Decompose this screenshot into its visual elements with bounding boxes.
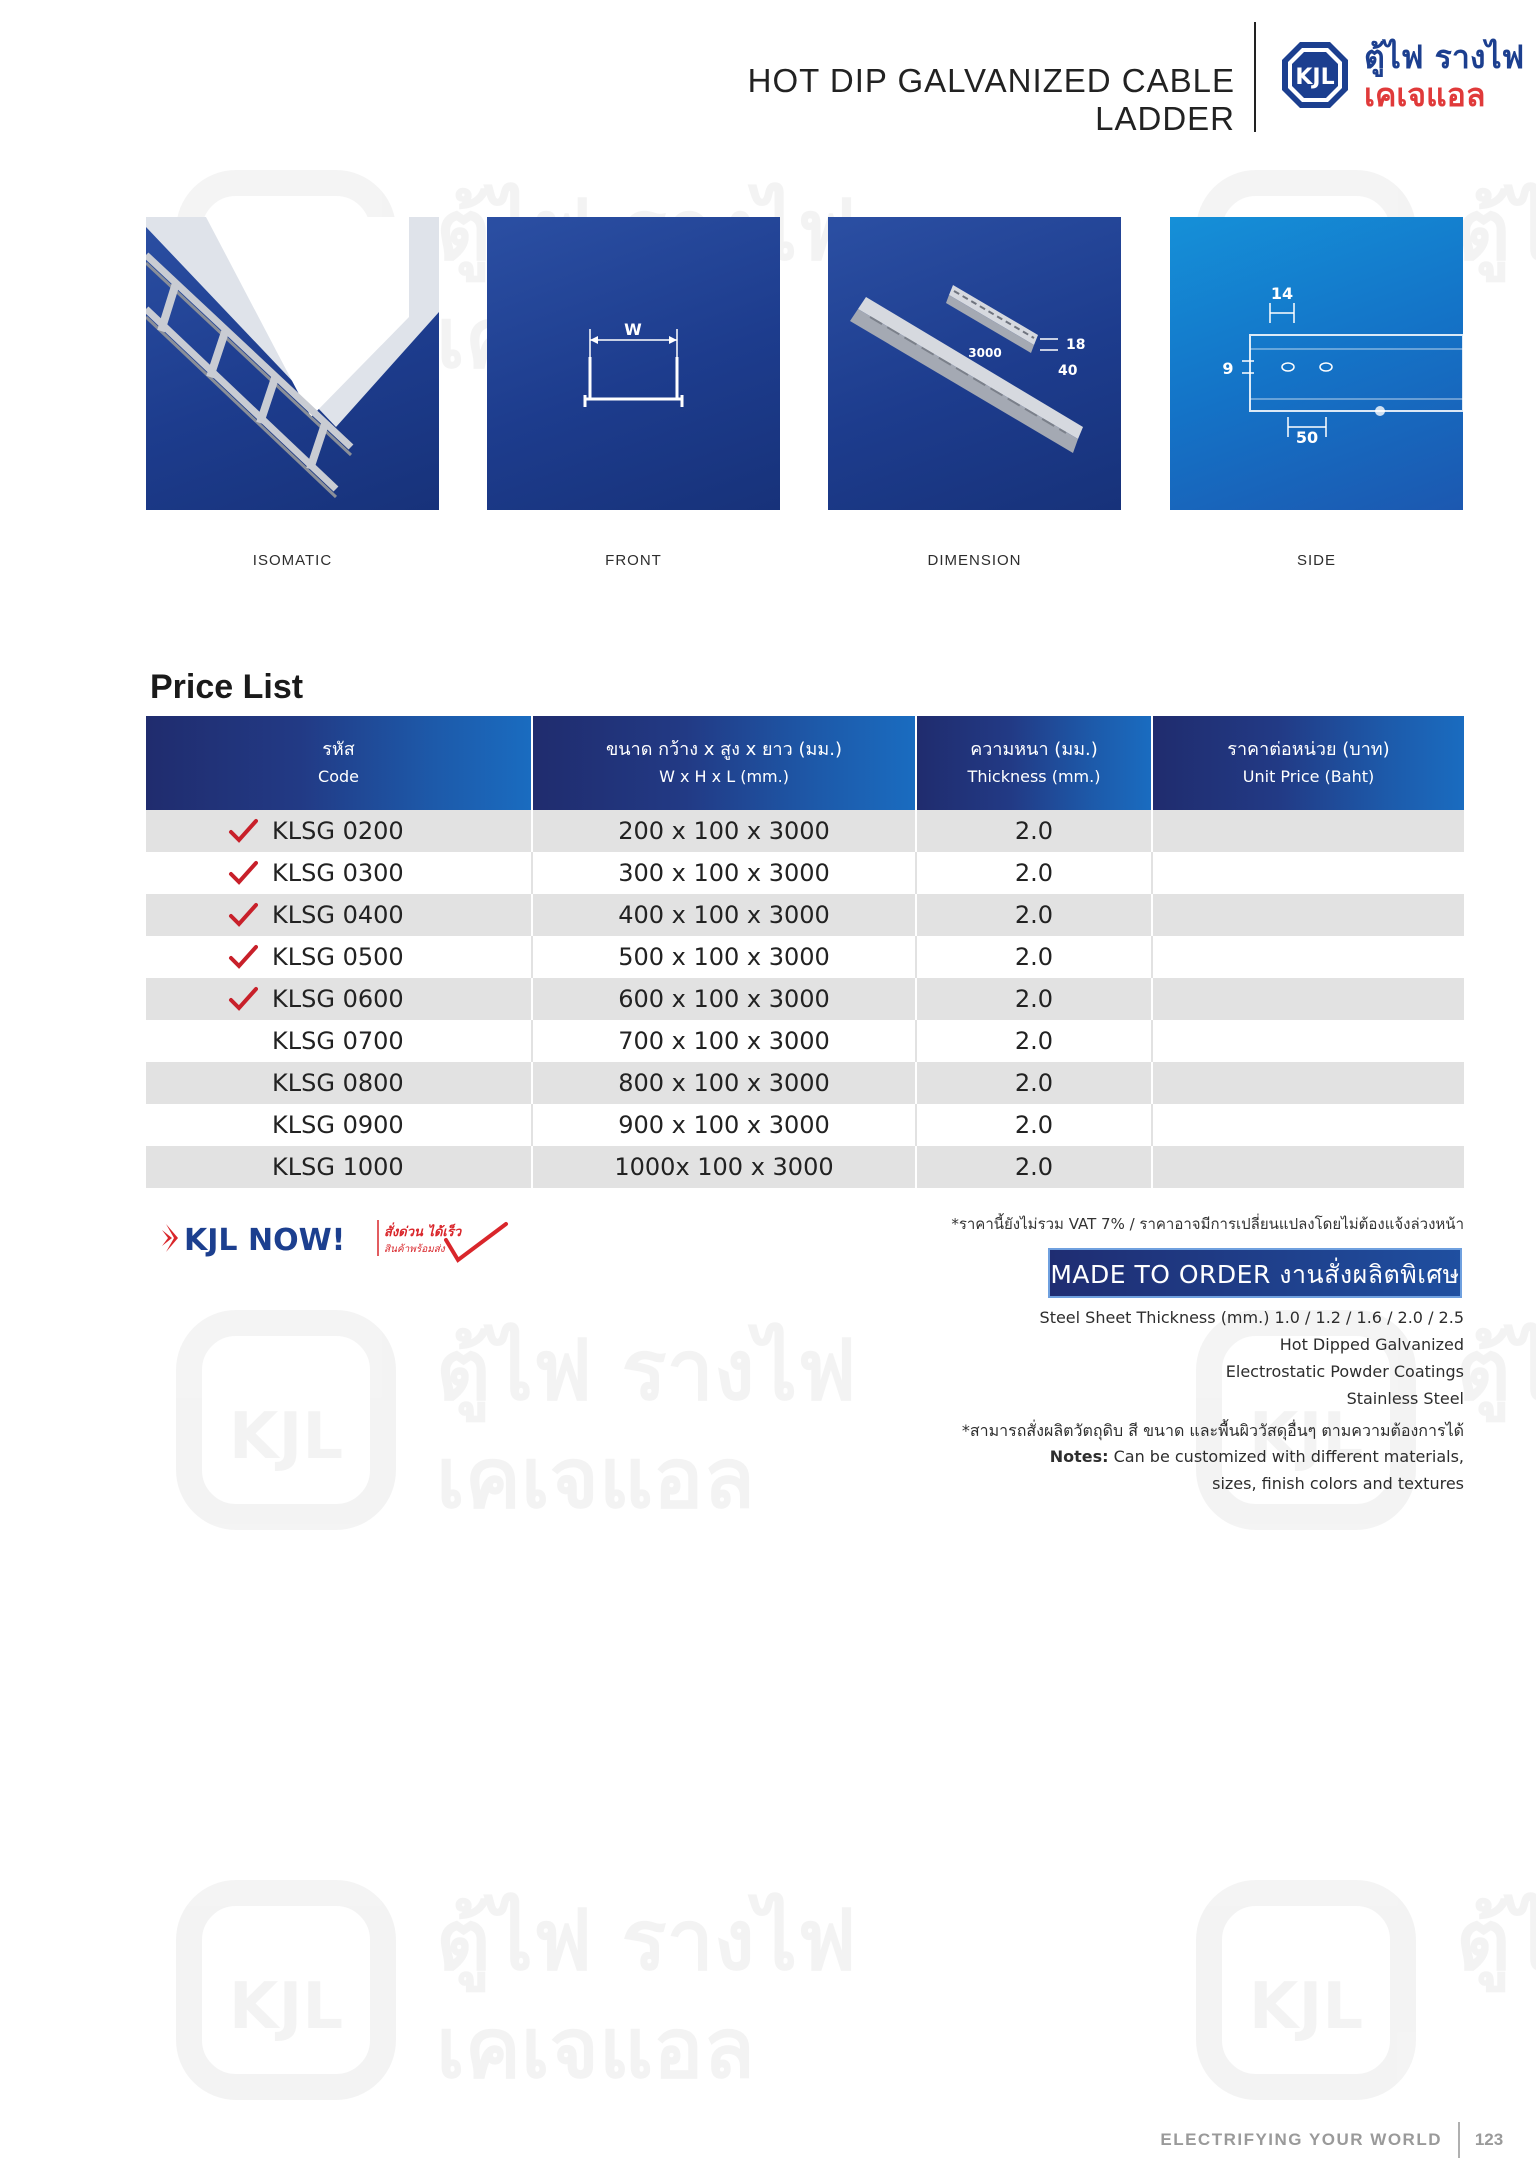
code-cell: [146, 810, 532, 852]
product-code: KLSG 0200: [272, 817, 404, 845]
product-code: KLSG 0800: [272, 1069, 404, 1097]
price-list-heading: Price List: [150, 668, 304, 706]
kjl-now-brand: KJL NOW!: [184, 1223, 346, 1258]
table-row: [146, 1062, 1464, 1104]
side-view-image: [1170, 217, 1463, 510]
check-mark-icon: [228, 818, 258, 844]
side-profile-diagram: [1170, 217, 1463, 510]
table-row: [146, 894, 1464, 936]
product-code: KLSG 0500: [272, 943, 404, 971]
side-pitch-label: 50: [1295, 428, 1319, 447]
table-row: [146, 852, 1464, 894]
table-row: [146, 978, 1464, 1020]
notes-text: Can be customized with different materials,: [1108, 1447, 1464, 1466]
price-cell: [1152, 1020, 1464, 1062]
side-hole-label: 9: [1222, 359, 1234, 378]
size-cell: 200 x 100 x 3000: [532, 810, 916, 852]
thickness-cell: 2.0: [916, 1146, 1152, 1188]
price-cell: [1152, 894, 1464, 936]
table-row: [146, 1146, 1464, 1188]
size-cell: 600 x 100 x 3000: [532, 978, 916, 1020]
thickness-cell: 2.0: [916, 1020, 1152, 1062]
notes-label: Notes:: [1049, 1447, 1109, 1466]
footer-divider: [1458, 2122, 1460, 2158]
finish-option: Hot Dipped Galvanized: [1279, 1335, 1464, 1354]
front-profile-diagram: [487, 217, 780, 510]
code-cell: [146, 978, 532, 1020]
column-header-th: ความหนา (มม.): [970, 739, 1098, 760]
column-header-th: ขนาด กว้าง x สูง x ยาว (มม.): [606, 739, 842, 760]
column-header-en: W x H x L (mm.): [659, 767, 789, 786]
price-cell: [1152, 1146, 1464, 1188]
front-view-image: [487, 217, 780, 510]
dimension-view-image: [828, 217, 1121, 510]
table-row: [146, 1104, 1464, 1146]
view-label-dimension: DIMENSION: [927, 552, 1022, 569]
dimension-diagram: [828, 217, 1121, 510]
column-header-size: [532, 716, 916, 810]
side-offset-label: 14: [1270, 284, 1294, 303]
product-code: KLSG 0900: [272, 1111, 404, 1139]
logo-mark-text: KJL: [1295, 65, 1335, 90]
code-cell: [146, 1062, 532, 1104]
price-cell: [1152, 810, 1464, 852]
code-cell: [146, 1020, 532, 1062]
price-cell: [1152, 936, 1464, 978]
product-code: KLSG 0700: [272, 1027, 404, 1055]
notes-line: [1050, 1447, 1464, 1466]
size-cell: 300 x 100 x 3000: [532, 852, 916, 894]
code-cell: [146, 936, 532, 978]
notes-line: sizes, finish colors and textures: [1212, 1474, 1464, 1493]
column-header-code: [146, 716, 532, 810]
table-row: [146, 936, 1464, 978]
product-code: KLSG 0300: [272, 859, 404, 887]
thickness-cell: 2.0: [916, 1062, 1152, 1104]
view-label-isomatic: ISOMATIC: [252, 552, 333, 569]
column-header-th: รหัส: [322, 739, 355, 760]
thickness-cell: 2.0: [916, 894, 1152, 936]
column-header-en: Unit Price (Baht): [1242, 767, 1375, 786]
dimension-height-label: 18: [1066, 337, 1086, 353]
column-header-en: Code: [318, 767, 359, 786]
thickness-cell: 2.0: [916, 1104, 1152, 1146]
finish-option: Stainless Steel: [1346, 1389, 1464, 1408]
header-divider: [1254, 22, 1256, 132]
size-cell: 400 x 100 x 3000: [532, 894, 916, 936]
dimension-length-label: 3000: [968, 346, 1002, 360]
vat-note: *ราคานี้ยังไม่รวม VAT 7% / ราคาอาจมีการเปลี่ยนแปลงโดยไม่ต้องแจ้งล่วงหน้า: [951, 1215, 1464, 1233]
price-cell: [1152, 852, 1464, 894]
brand-line-1: ตู้ไฟ รางไฟ: [1364, 38, 1525, 76]
kjl-now-tag-2: สินค้าพร้อมส่ง: [384, 1244, 445, 1255]
thickness-cell: 2.0: [916, 852, 1152, 894]
dimension-depth-label: 40: [1058, 363, 1078, 379]
cable-ladder-isometric-icon: [146, 217, 439, 510]
product-code: KLSG 0600: [272, 985, 404, 1013]
product-code: KLSG 0400: [272, 901, 404, 929]
column-header-th: ราคาต่อหน่วย (บาท): [1227, 739, 1390, 760]
isomatic-view-image: [146, 217, 439, 510]
size-cell: 1000x 100 x 3000: [532, 1146, 916, 1188]
price-cell: [1152, 1104, 1464, 1146]
column-header-thickness: [916, 716, 1152, 810]
thickness-options: Steel Sheet Thickness (mm.) 1.0 / 1.2 / 1.6 / 2.0 / 2.5: [1039, 1308, 1464, 1327]
footer-tagline: ELECTRIFYING YOUR WORLD: [1160, 2130, 1442, 2149]
kjl-now-logo: [158, 1210, 518, 1270]
product-code: KLSG 1000: [272, 1153, 404, 1181]
finish-option: Electrostatic Powder Coatings: [1225, 1362, 1464, 1381]
price-table: [146, 716, 1464, 1188]
front-width-label: W: [624, 320, 642, 339]
code-cell: [146, 852, 532, 894]
thickness-cell: 2.0: [916, 810, 1152, 852]
table-row: [146, 1020, 1464, 1062]
table-row: [146, 810, 1464, 852]
view-label-side: SIDE: [1296, 552, 1336, 569]
thickness-cell: 2.0: [916, 978, 1152, 1020]
page-title: HOT DIP GALVANIZED CABLE LADDER: [747, 62, 1235, 137]
brand-name: [1364, 38, 1524, 114]
size-cell: 800 x 100 x 3000: [532, 1062, 916, 1104]
size-cell: 500 x 100 x 3000: [532, 936, 916, 978]
size-cell: 700 x 100 x 3000: [532, 1020, 916, 1062]
kjl-logo-icon: [1280, 40, 1350, 110]
code-cell: [146, 894, 532, 936]
brand-line-2: เคเจแอล: [1364, 76, 1486, 114]
view-label-front: FRONT: [605, 552, 662, 569]
check-mark-icon: [228, 902, 258, 928]
column-header-price: [1152, 716, 1464, 810]
check-mark-icon: [228, 944, 258, 970]
code-cell: [146, 1104, 532, 1146]
code-cell: [146, 1146, 532, 1188]
price-cell: [1152, 978, 1464, 1020]
price-cell: [1152, 1062, 1464, 1104]
kjl-now-tag-1: สั่งด่วน ได้เร็ว: [384, 1225, 462, 1240]
check-mark-icon: [228, 860, 258, 886]
made-to-order-banner: MADE TO ORDER งานสั่งผลิตพิเศษ: [1048, 1248, 1462, 1298]
page-number: 123: [1474, 2130, 1504, 2149]
check-mark-icon: [228, 986, 258, 1012]
custom-order-note: *สามารถสั่งผลิตวัตถุดิบ สี ขนาด และพื้นผิววัสดุอื่นๆ ตามความต้องการได้: [961, 1421, 1464, 1440]
size-cell: 900 x 100 x 3000: [532, 1104, 916, 1146]
thickness-cell: 2.0: [916, 936, 1152, 978]
table-header-row: [146, 716, 1464, 810]
column-header-en: Thickness (mm.): [967, 767, 1101, 786]
